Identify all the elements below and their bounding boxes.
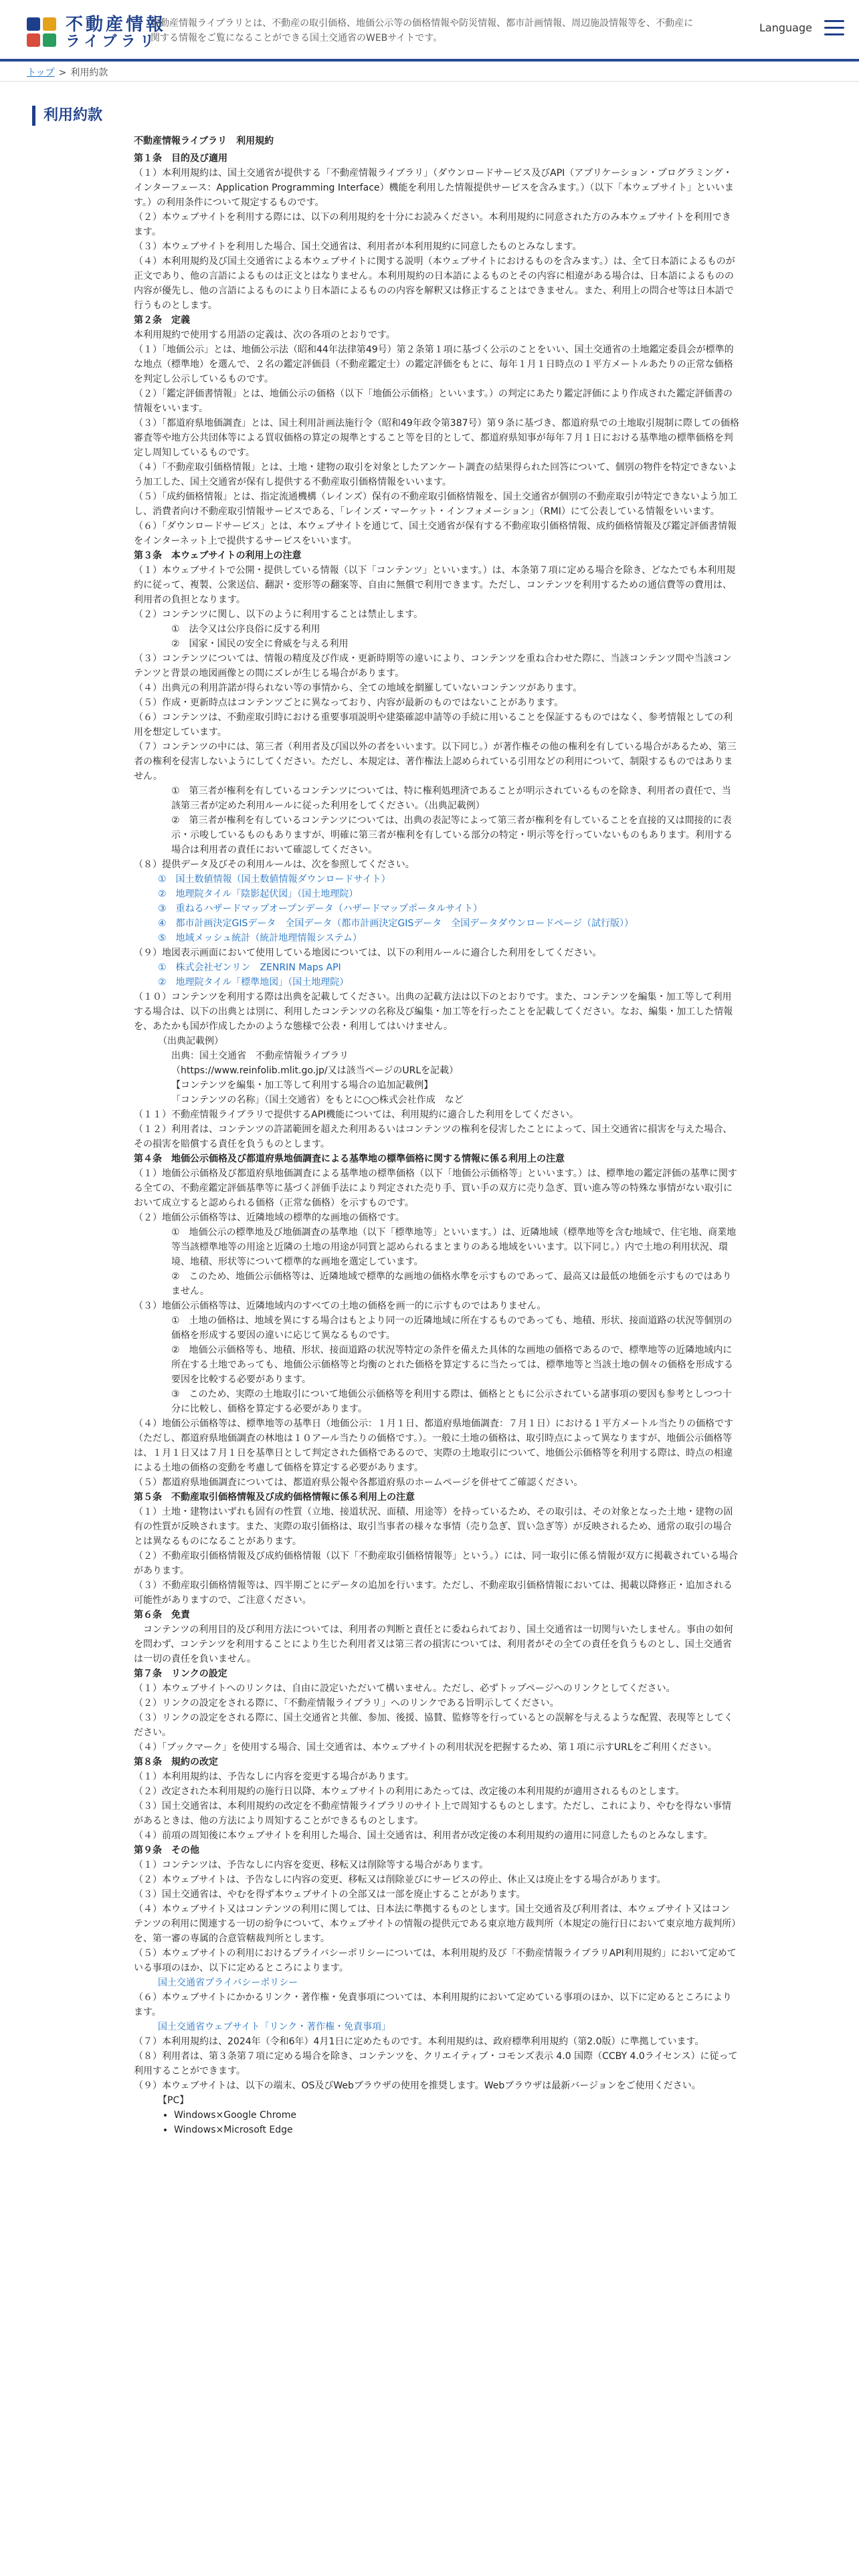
terms-paragraph: 【PC】: [158, 2095, 189, 2106]
terms-paragraph: （６）本ウェブサイトにかかるリンク・著作権・免責事項については、本利用規約において定めている事項のほか、以下に定めるところによります。: [134, 1992, 732, 2018]
site-description: 不動産情報ライブラリとは、不動産の取引価格、地価公示等の価格情報や防災情報、都市計画情報、周辺施設情報等を、不動産に関する情報をご覧になることができる国土交通省のWEBサイトです。: [151, 18, 694, 43]
terms-paragraph: （７）コンテンツの中には、第三者（利用者及び国以外の者をいいます。以下同じ。）が著作権その他の権利を有している場合があるため、第三者の権利を侵害しないようにしてください。ただし、本規定は、著作権法上認められている引用などの利用について、制限するものではありません。: [134, 742, 737, 782]
article-heading: 第７条 リンクの設定: [134, 1669, 227, 1679]
terms-paragraph: （８）提供データ及びその利用ルールは、次を参照してください。: [134, 859, 415, 870]
terms-paragraph: （３）不動産取引価格情報等は、四半期ごとにデータの追加を行います。ただし、不動産取引価格情報においては、掲載以降修正・追加される可能性がありますので、ご注意ください。: [134, 1580, 733, 1606]
reference-link[interactable]: ④ 都市計画決定GISデータ 全国データ（都市計画決定GISデータ 全国データダウンロードページ（試行版））: [158, 918, 634, 929]
site-header: [0, 0, 859, 62]
terms-paragraph: （３）コンテンツについては、情報の精度及び作成・更新時期等の違いにより、コンテンツを重ね合わせた際に、当該コンテンツ間や当該コンテンツと背景の地図画像との間にズレが生じる場合があります。: [134, 653, 732, 679]
breadcrumb-current: 利用約款: [70, 68, 108, 78]
reference-link[interactable]: ② 地理院タイル「標準地図」（国土地理院）: [158, 977, 349, 988]
reference-link[interactable]: ② 地理院タイル「陰影起伏図」（国土地理院）: [158, 889, 359, 899]
logo-main-text: 不動産情報: [66, 15, 167, 35]
terms-paragraph: （３）「都道府県地価調査」とは、国土利用計画法施行令（昭和49年政令第387号）第９条に基づき、都道府県での土地取引規制に際しての価格審査等や地方公共団体等による買収価格の算定の規準とすること等を目的として、都道府県知事が毎年７月１日における基準地の標準価格を判定し周知しているものです。: [134, 418, 739, 458]
article-heading: 第９条 その他: [134, 1845, 199, 1856]
terms-paragraph: （６）コンテンツは、不動産取引時における重要事項説明や建築確認申請等の手続に用いることを保証するものではなく、参考情報としての利用を想定しています。: [134, 712, 733, 738]
breadcrumb: [0, 62, 859, 82]
terms-paragraph: （１）本利用規約は、国土交通省が提供する「不動産情報ライブラリ」（ダウンロードサービス及びAPI（アプリケーション・プログラミング・インターフェース：Application Programming Interface）機能を利用した情報提供サービスを含みます。）（以下「本ウェブサイト」といいます。）の利用条件について規定するものです。: [134, 168, 734, 208]
breadcrumb-top-link[interactable]: トップ: [27, 68, 55, 78]
terms-paragraph: （１）「地価公示」とは、地価公示法（昭和44年法律第49号）第２条第１項に基づく公示のことをいい、国土交通省の土地鑑定委員会が標準的な地点（標準地）を選んで、２名の鑑定評価員（不動産鑑定士）の鑑定評価をもとに、毎年１月１日時点の１平方メートルあたりの正常な価格を判定し公示しているものです。: [134, 344, 734, 385]
article-heading: 第５条 不動産取引価格情報及び成約価格情報に係る利用上の注意: [134, 1492, 415, 1503]
terms-subitem: ① 地価公示の標準地及び地価調査の基準地（以下「標準地等」といいます。）は、近隣地域（標準地等を含む地域で、住宅地、商業地等当該標準地等の用途と近隣の土地の用途が同質と認められるまとまりのある地域をいいます。以下同じ。）内で土地の利用状況、環境、地積、形状等について標準的な画地を選定しています。: [171, 1227, 737, 1267]
reference-link[interactable]: ① 国土数値情報（国土数値情報ダウンロードサイト）: [158, 874, 391, 885]
terms-subitem: ② 地価公示価格等も、地積、形状、接面道路の状況等特定の条件を備えた具体的な画地の価格であるので、標準地等の近隣地域内に所在する土地であっても、地価公示価格等と均衡のとれた価格を算定するに当たっては、標準地等と当該土地の個々の価格を形成する要因を比較する必要があります。: [171, 1345, 733, 1385]
terms-paragraph: （１２）利用者は、コンテンツの許諾範囲を超えた利用あるいはコンテンツの権利を侵害したことによって、国土交通省に損害を与えた場合、その損害を賠償する責任を負うものとします。: [134, 1124, 733, 1150]
terms-paragraph: （３）地価公示価格等は、近隣地域内のすべての土地の価格を画一的に示すものではありません。: [134, 1301, 547, 1311]
terms-paragraph: （１）本ウェブサイトで公開・提供している情報（以下「コンテンツ」といいます。）は、本条第７項に定める場合を除き、どなたでも本利用規約に従って、複製、公衆送信、翻訳・変形等の翻案等、自由に無償で利用できます。ただし、コンテンツを利用するための通信費等の費用は、利用者の負担となります。: [134, 565, 736, 605]
terms-subitem: ① 法令又は公序良俗に反する利用: [171, 624, 320, 635]
site-logo[interactable]: [27, 16, 166, 49]
terms-paragraph: （１）コンテンツは、予告なしに内容を変更、移転又は削除等する場合があります。: [134, 1860, 489, 1870]
article-heading: 第４条 地価公示価格及び都道府県地価調査による基準地の標準価格に関する情報に係る利用上の注意: [134, 1154, 565, 1164]
terms-paragraph: （１０）コンテンツを利用する際は出典を記載してください。出典の記載方法は以下のとおりです。また、コンテンツを編集・加工等して利用する場合は、以下の出典とは別に、利用したコンテンツの名称及び編集・加工等を行ったことを記載してください。なお、編集・加工した情報を、あたかも国が作成したかのような態様で公表・利用してはいけません。: [134, 992, 733, 1032]
terms-paragraph: （出典記載例）: [158, 1036, 223, 1047]
terms-paragraph: （１）本ウェブサイトへのリンクは、自由に設定いただいて構いません。ただし、必ずトップページへのリンクとしてください。: [134, 1683, 676, 1694]
logo-mark-icon: [27, 17, 58, 48]
terms-subitem: （https://www.reinfolib.mlit.go.jp/又は該当ページのURLを記載）: [171, 1065, 459, 1076]
menu-icon[interactable]: [824, 20, 844, 36]
terms-subitem: ② このため、地価公示価格等は、近隣地域で標準的な画地の価格水準を示すものであって、最高又は最低の地価を示すものではありません。: [171, 1271, 732, 1297]
reference-link[interactable]: ③ 重ねるハザードマップオープンデータ（ハザードマップポータルサイト）: [158, 903, 483, 914]
terms-paragraph: （１）地価公示価格及び都道府県地価調査による基準地の標準価格（以下「地価公示価格等」といいます。）は、標準地の鑑定評価の基準に関する全ての、不動産鑑定評価基準等に基づく評価手法により判定された売り手、買い手の双方に売り急ぎ、買い進み等の特殊な事情がない取引において成立すると認められる価格（正常な価格）を示すものです。: [134, 1168, 737, 1208]
terms-subitem: ① 第三者が権利を有しているコンテンツについては、特に権利処理済であることが明示されているものを除き、利用者の責任で、当該第三者が定めた利用ルールに従った利用をしてください。（出典記載例）: [171, 786, 731, 811]
terms-subitem: ② 国家・国民の安全に脅威を与える利用: [171, 639, 349, 649]
terms-subitem: 【コンテンツを編集・加工等して利用する場合の追加記載例】: [171, 1080, 434, 1091]
article-heading: 第８条 規約の改定: [134, 1757, 218, 1767]
terms-paragraph: （３）国土交通省は、やむを得ず本ウェブサイトの全部又は一部を廃止することがあります。: [134, 1889, 526, 1900]
terms-paragraph: （４）本ウェブサイト又はコンテンツの利用に関しては、日本法に準拠するものとします。国土交通省及び利用者は、本ウェブサイト又はコンテンツの利用に関連する一切の紛争について、本ウェブサイトの情報の提供元である東京地方裁判所（本規定の施行日において東京地方裁判所）を、第一審の専属的合意管轄裁判所とします。: [134, 1904, 737, 1944]
terms-paragraph: （４）「ブックマーク」を使用する場合、国土交通省は、本ウェブサイトの利用状況を把握するため、第１項に示すURLをご利用ください。: [134, 1742, 717, 1753]
terms-paragraph: （９）地図表示画面において使用している地図については、以下の利用ルールに適合した利用をしてください。: [134, 948, 602, 958]
language-button[interactable]: Language: [759, 21, 812, 34]
terms-subitem: ③ このため、実際の土地取引について地価公示価格等を利用する際は、価格とともに公示されている諸事項の要因も参考としつつ十分に比較し、価格を算定する必要があります。: [171, 1389, 732, 1414]
terms-paragraph: （４）前項の周知後に本ウェブサイトを利用した場合、国土交通省は、利用者が改定後の本利用規約の適用に同意したものとみなします。: [134, 1830, 713, 1841]
terms-paragraph: （３）国土交通省は、本利用規約の改定を不動産情報ライブラリのサイト上で周知するものとします。ただし、これにより、やむを得ない事情があるときは、他の方法により周知することができるものとします。: [134, 1801, 732, 1826]
terms-subitem: ② 第三者が権利を有しているコンテンツについては、出典の表記等によって第三者が権利を有していることを直接的又は間接的に表示・示唆しているものもありますが、明確に第三者が権利を有している部分の特定・明示等を行っていないものもあります。利用する場合は利用者の責任において確認してください。: [171, 815, 733, 855]
terms-subitem: ① 土地の価格は、地域を異にする場合はもとより同一の近隣地域に所在するものであっても、地積、形状、接面道路の状況等個別の価格を形成する要因の違いに応じて異なるものです。: [171, 1315, 733, 1341]
terms-paragraph: （３）本ウェブサイトを利用した場合、国土交通省は、利用者が本利用規約に同意したものとみなします。: [134, 241, 582, 252]
terms-paragraph: （２）地価公示価格等は、近隣地域の標準的な画地の価格です。: [134, 1212, 405, 1223]
terms-paragraph: （５）都道府県地価調査については、都道府県公報や各都道府県のホームページを併せてご確認ください。: [134, 1477, 583, 1488]
terms-paragraph: （８）利用者は、第３条第７項に定める場合を除き、コンテンツを、クリエイティブ・コモンズ表示 4.0 国際（CCBY 4.0ライセンス）に従って利用することができます。: [134, 2051, 738, 2076]
terms-sections: [134, 151, 739, 2108]
browser-item: • Windows×Microsoft Edge: [174, 2123, 739, 2137]
terms-subitem: 「コンテンツの名称」（国土交通省）をもとに○○株式会社作成 など: [171, 1095, 464, 1105]
terms-paragraph: （９）本ウェブサイトは、以下の端末、OS及びWebブラウザの使用を推奨します。Webブラウザは最新バージョンをご使用ください。: [134, 2080, 701, 2091]
reference-link[interactable]: ⑤ 地域メッシュ統計（統計地理情報システム）: [158, 933, 362, 944]
terms-paragraph: （５）本ウェブサイトの利用におけるプライバシーポリシーについては、本利用規約及び「不動産情報ライブラリAPI利用規約」において定めている事項のほか、以下に定めるところによります。: [134, 1948, 737, 1973]
article-heading: 第３条 本ウェブサイトの利用上の注意: [134, 550, 302, 561]
terms-paragraph: （３）リンクの設定をされる際に、国土交通省と共催、参加、後援、協賛、監修等を行っているとの誤解を与えるような配置、表現等としてください。: [134, 1713, 733, 1738]
logo-sub-text: ライブラリ: [66, 33, 159, 51]
policy-link[interactable]: 国土交通省ウェブサイト「リンク・著作権・免責事項」: [158, 2022, 391, 2032]
terms-paragraph: （６）「ダウンロードサービス」とは、本ウェブサイトを通じて、国土交通省が保有する不動産取引価格情報、成約価格情報及び鑑定評価書情報をインターネット上で提供するサービスをいいます。: [134, 521, 737, 546]
terms-subitem: 出典：国土交通省 不動産情報ライブラリ: [171, 1051, 349, 1061]
breadcrumb-separator: >: [58, 68, 67, 78]
article-heading: 第１条 目的及び適用: [134, 153, 227, 164]
terms-paragraph: （２）本ウェブサイトを利用する際には、以下の利用規約を十分にお読みください。本利用規約に同意された方のみ本ウェブサイトを利用できます。: [134, 212, 731, 237]
terms-content: [134, 134, 739, 2137]
terms-paragraph: 本利用規約で使用する用語の定義は、次の各項のとおりです。: [134, 330, 395, 340]
article-heading: 第２条 定義: [134, 315, 190, 326]
terms-paragraph: （５）作成・更新時点はコンテンツごとに異なっており、内容が最新のものではないことがあります。: [134, 697, 564, 708]
terms-paragraph: （４）地価公示価格等は、標準地等の基準日（地価公示：１月１日、都道府県地価調査：７月１日）における１平方メートル当たりの価格です（ただし、都道府県地価調査の林地は１０アール当たりの価格です。）。一般に土地の価格は、取引時点によって異なりますが、地価公示価格等は、１月１日又は７月１日を基準日として判定された価格であるので、実際の土地取引について、地価公示価格等を利用する際は、時点の相違による土地の価格の変動を考慮して価格を算定する必要があります。: [134, 1418, 733, 1473]
terms-paragraph: （２）改定された本利用規約の施行日以降、本ウェブサイトの利用にあたっては、改定後の本利用規約が適用されるものとします。: [134, 1786, 685, 1797]
terms-paragraph: （２）不動産取引価格情報及び成約価格情報（以下「不動産取引価格情報等」という。）には、同一取引に係る情報が双方に掲載されている場合があります。: [134, 1551, 738, 1576]
page-title: 利用約款: [43, 107, 103, 124]
terms-paragraph: （２）「鑑定評価書情報」とは、地価公示の価格（以下「地価公示価格」といいます。）の判定にあたり鑑定評価により作成された鑑定評価書の情報をいいます。: [134, 389, 733, 414]
page-title-block: [32, 106, 859, 126]
terms-paragraph: （２）リンクの設定をされる際に、「不動産情報ライブラリ」へのリンクである旨明示してください。: [134, 1698, 559, 1709]
terms-paragraph: （７）本利用規約は、2024年（令和6年）4月1日に定めたものです。本利用規約は、政府標準利用規約（第2.0版）に準拠しています。: [134, 2036, 704, 2047]
terms-paragraph: （２）本ウェブサイトは、予告なしに内容の変更、移転又は削除並びにサービスの停止、休止又は廃止をする場合があります。: [134, 1874, 666, 1885]
terms-paragraph: （４）本利用規約及び国土交通省による本ウェブサイトに関する説明（本ウェブサイトにおけるものを含みます。）は、全て日本語によるものが正文であり、他の言語によるものは正文とはなりません。本利用規約の日本語によるものとその内容に相違がある場合は、日本語によるものの内容が優先し、他の言語によるものにより日本語によるものの内容を解釈又は修正することはできません。また、利用上の問合せ等は日本語で行うものとします。: [134, 256, 735, 311]
reference-link[interactable]: ① 株式会社ゼンリン ZENRIN Maps API: [158, 962, 341, 973]
policy-link[interactable]: 国土交通省プライバシーポリシー: [158, 1977, 298, 1988]
terms-paragraph: （１）土地・建物はいずれも固有の性質（立地、接道状況、面積、用途等）を持っているため、その取引は、その対象となった土地・建物の固有の性質が反映されます。また、実際の取引価格は、取引当事者の様々な事情（売り急ぎ、買い急ぎ等）が反映されるため、通常の取引の場合とは異なるものになることがあります。: [134, 1507, 733, 1547]
terms-paragraph: （４）出典元の利用許諾が得られない等の事情から、全ての地域を網羅していないコンテンツがあります。: [134, 683, 583, 693]
article-heading: 第６条 免責: [134, 1610, 190, 1620]
doc-title: 不動産情報ライブラリ 利用規約: [134, 136, 274, 146]
terms-paragraph: （１１）不動産情報ライブラリで提供するAPI機能については、利用規約に適合した利用をしてください。: [134, 1109, 579, 1120]
browser-item: • Windows×Google Chrome: [174, 2108, 739, 2123]
terms-paragraph: （５）「成約価格情報」とは、指定流通機構（レインズ）保有の不動産取引価格情報を、国土交通省が個別の不動産取引が特定できないよう加工し、消費者向け不動産取引情報サービスである、「レインズ・マーケット・インフォメーション」（RMI）にて公表している情報をいいます。: [134, 492, 737, 517]
terms-paragraph: （４）「不動産取引価格情報」とは、土地・建物の取引を対象としたアンケート調査の結果得られた回答について、個別の物件を特定できないよう加工した、国土交通省が保有し提供する不動産取引価格情報をいいます。: [134, 462, 737, 488]
terms-paragraph: （１）本利用規約は、予告なしに内容を変更する場合があります。: [134, 1772, 414, 1782]
terms-paragraph: （２）コンテンツに関し、以下のように利用することは禁止します。: [134, 609, 423, 620]
browser-list: [134, 2108, 739, 2137]
terms-paragraph: コンテンツの利用目的及び利用方法については、利用者の判断と責任とに委ねられており、国土交通省は一切関与いたしません。事由の如何を問わず、コンテンツを利用することにより生じた利用者又は第三者の損害については、利用者がその全ての責任を負うものとし、国土交通省は一切の責任を負いません。: [134, 1624, 733, 1665]
